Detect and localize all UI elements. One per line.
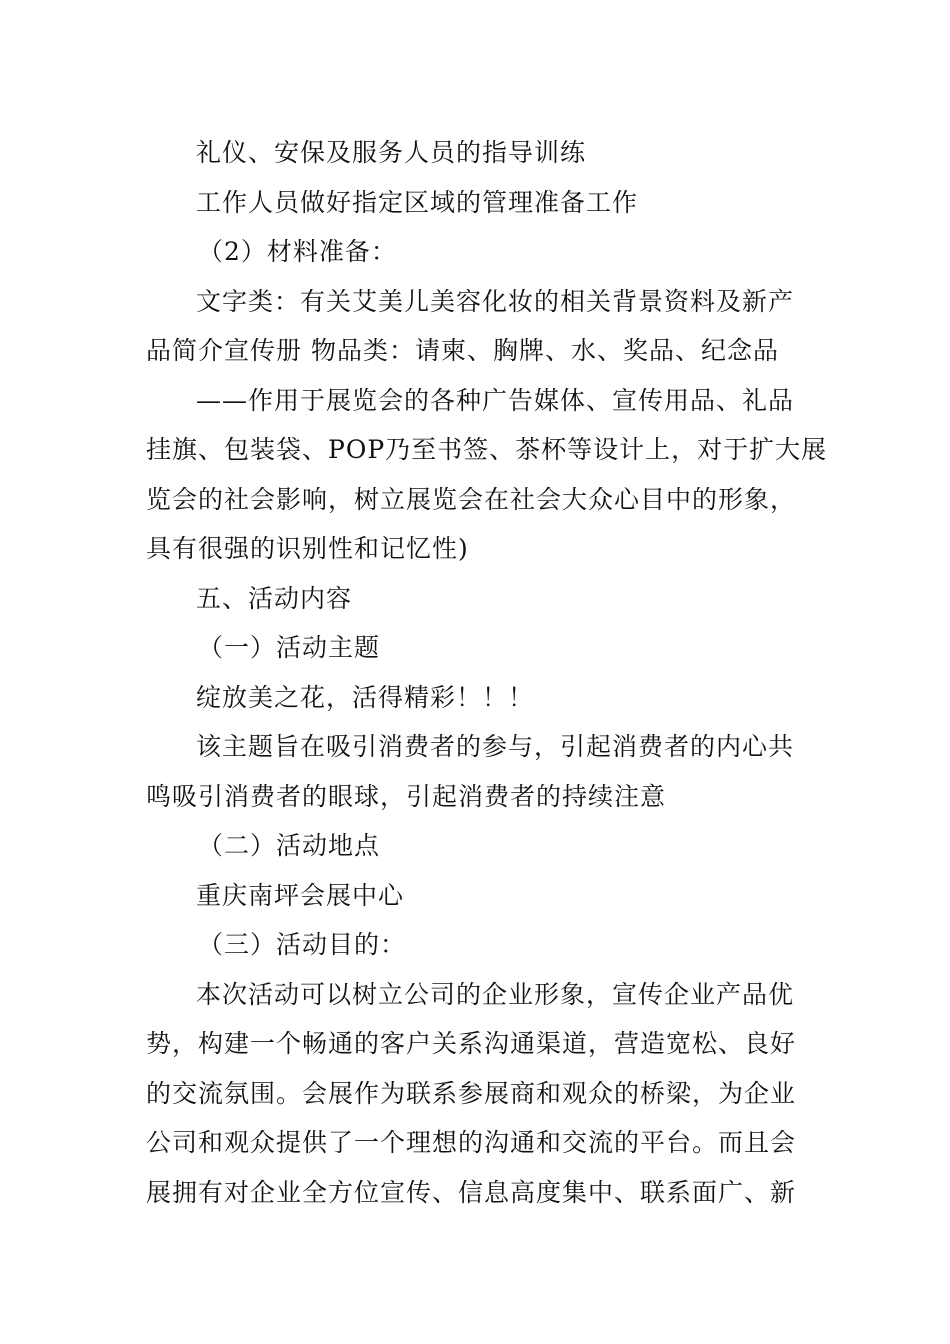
text-line: 绽放美之花，活得精彩！！！	[196, 682, 535, 712]
text-line: 的交流氛围。会展作为联系参展商和观众的桥梁，为企业	[146, 1078, 797, 1108]
text-line: 重庆南坪会展中心	[196, 880, 405, 910]
paragraph-text-materials	[146, 277, 808, 376]
text-line: 公司和观众提供了一个理想的沟通和交流的平台。而且会	[146, 1128, 797, 1157]
text-line: 工作人员做好指定区域的管理准备工作	[196, 187, 639, 217]
paragraph-activity-goal	[146, 970, 808, 1218]
text-line: 该主题旨在吸引消费者的参与，引起消费者的内心共	[196, 732, 795, 761]
text-line: 品简介宣传册 物品类：请柬、胸牌、水、奖品、纪念品	[146, 336, 779, 365]
heading-activity-location	[146, 821, 808, 871]
text-line: （三）活动目的：	[198, 930, 407, 959]
text-line: （一）活动主题	[198, 633, 381, 662]
text-line: 鸣吸引消费者的眼球，引起消费者的持续注意	[146, 781, 667, 811]
text-line: 五、活动内容	[196, 583, 353, 613]
text-line: 文字类：有关艾美儿美容化妆的相关背景资料及新产	[196, 286, 795, 316]
paragraph-theme-slogan	[146, 673, 808, 723]
paragraph-staff-prep	[146, 178, 808, 228]
paragraph-location	[146, 871, 808, 921]
paragraph-materials-usage	[146, 376, 828, 574]
text-line: ——作用于展览会的各种广告媒体、宣传用品、礼品	[196, 385, 795, 415]
text-line: （二）活动地点	[198, 831, 381, 860]
heading-material-prep	[146, 227, 808, 277]
text-line: 览会的社会影响，树立展览会在社会大众心目中的形象，	[146, 484, 797, 514]
text-line: 展拥有对企业全方位宣传、信息高度集中、联系面广、新	[146, 1177, 797, 1207]
text-line: （2）材料准备：	[198, 237, 397, 266]
text-line: 挂旗、包装袋、POP乃至书签、茶杯等设计上，对于扩大展	[146, 435, 828, 464]
text-line: 势，构建一个畅通的客户关系沟通渠道，营造宽松、良好	[146, 1029, 797, 1058]
heading-activity-theme	[146, 623, 808, 673]
document-body	[146, 128, 828, 1217]
text-line: 本次活动可以树立公司的企业形象，宣传企业产品优	[196, 979, 795, 1009]
heading-activity-content	[146, 574, 808, 624]
heading-activity-goal	[146, 920, 808, 970]
text-line: 礼仪、安保及服务人员的指导训练	[196, 138, 587, 167]
text-line: 具有很强的识别性和记忆性)	[146, 534, 469, 563]
paragraph-theme-purpose	[146, 722, 808, 821]
paragraph-training	[146, 128, 808, 178]
